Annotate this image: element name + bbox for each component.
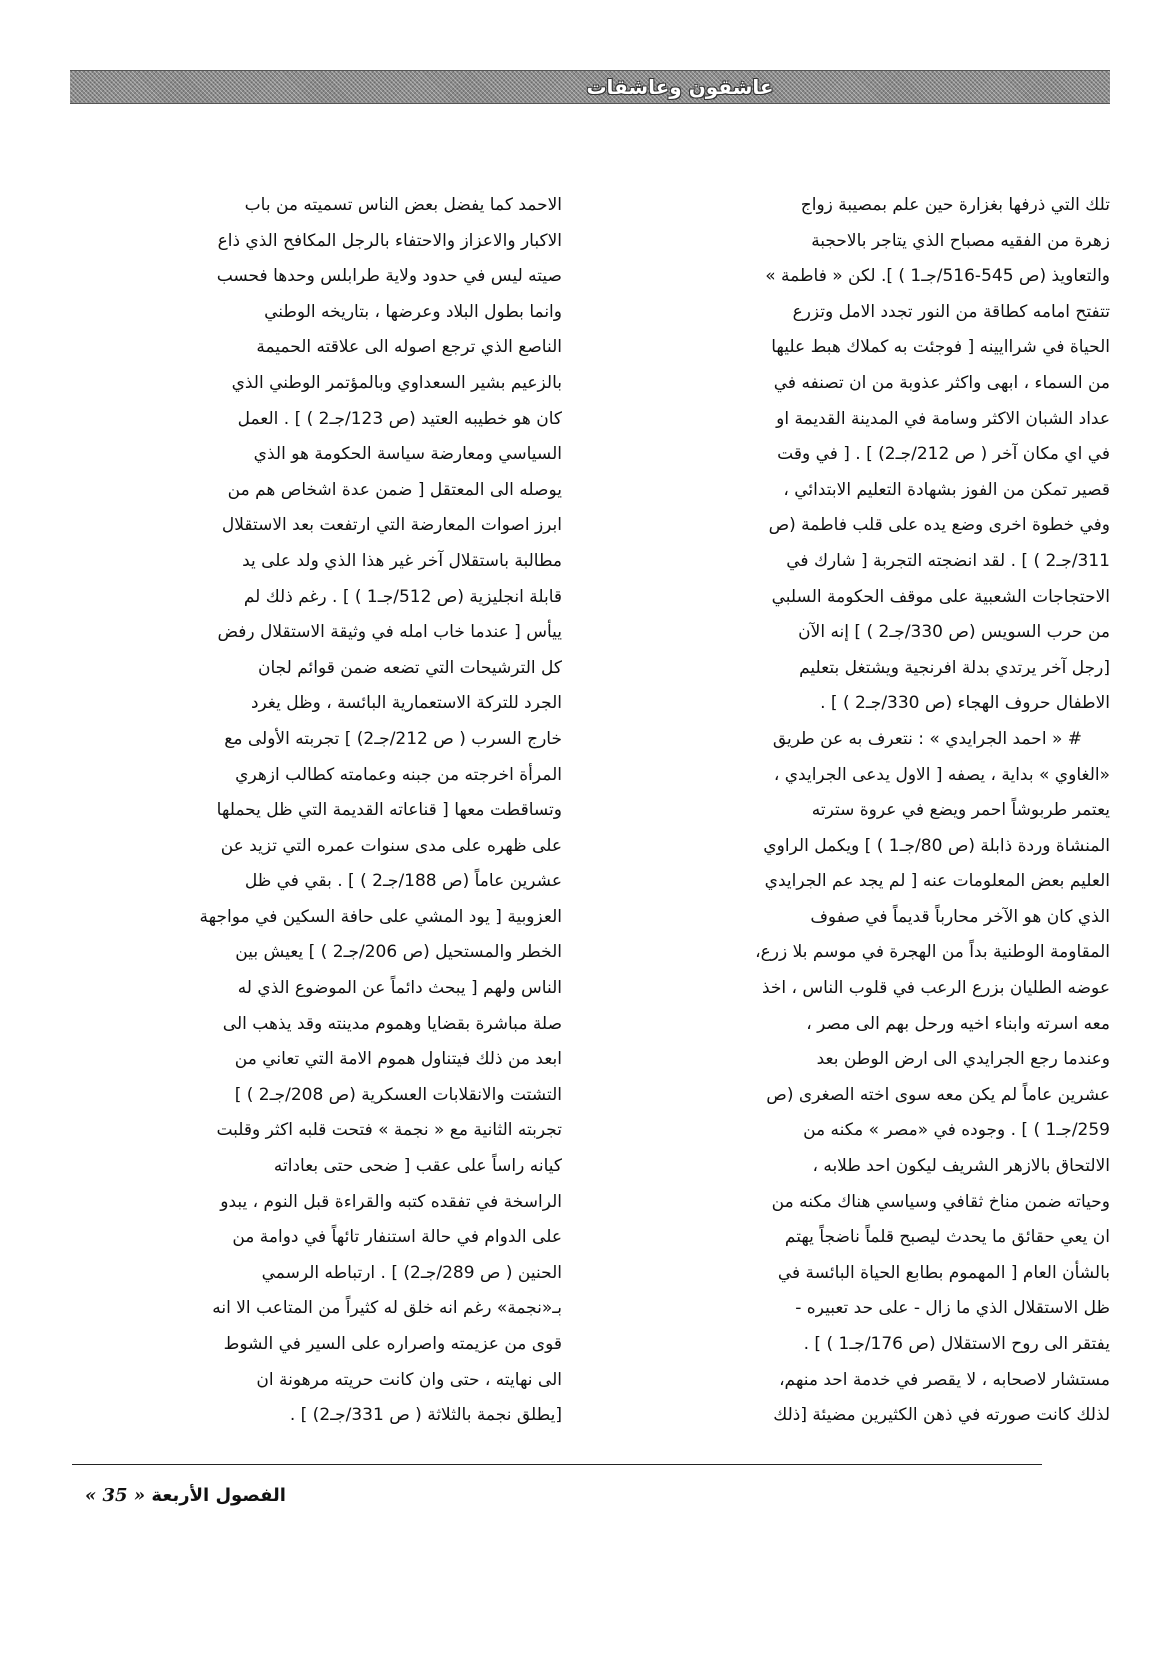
- section-title: عاشقون وعاشقات: [586, 75, 774, 99]
- footer-divider: [72, 1464, 1042, 1465]
- magazine-name: الفصول الأربعة: [151, 1485, 286, 1506]
- text-line: مطالبة باستقلال آخر غير هذا الذي ولد على يد: [242, 550, 562, 571]
- text-line: يفتقر الى روح الاستقلال (ص 176/جـ1 ) ] .: [803, 1334, 1110, 1354]
- text-line: قصير تمكن من الفوز بشهادة التعليم الابتدائي ،: [783, 479, 1110, 500]
- text-line: 311/جـ2 ) ] . لقد انضجته التجربة [ شارك في: [786, 550, 1110, 571]
- text-line: عداد الشبان الاكثر وسامة في المدينة القديمة او: [776, 408, 1110, 429]
- text-line: الى نهايته ، حتى وان كانت حريته مرهونة ان: [256, 1369, 562, 1390]
- text-line: يعتمر طربوشاً احمر ويضع في عروة سترته: [811, 800, 1110, 821]
- text-line: الذي كان هو الآخر محارباً قديماً في صفوف: [810, 906, 1110, 927]
- text-line: تلك التي ذرفها بغزارة حين علم بمصيبة زواج: [800, 195, 1110, 215]
- text-line: وانما بطول البلاد وعرضها ، بتاريخه الوطني: [264, 301, 562, 322]
- text-line: ابرز اصوات المعارضة التي ارتفعت بعد الاستقلال: [221, 515, 562, 536]
- text-line: الحياة في شراايينه [ فوجئت به كملاك هبط عليها: [771, 337, 1110, 358]
- page-footer: [85, 1478, 385, 1514]
- text-line: الناس ولهم [ يبحث دائماً عن الموضوع الذي له: [237, 978, 562, 999]
- article-column-right: [620, 188, 1110, 1434]
- text-line: تتفتح امامه كطاقة من النور تجدد الامل وتزرع: [792, 301, 1110, 322]
- text-line: كل الترشيحات التي تضعه ضمن قوائم لجان: [257, 657, 562, 678]
- text-line: عشرين عاماً لم يكن معه سوى اخته الصغرى (ص: [766, 1084, 1110, 1105]
- text-line: ظل الاستقلال الذي ما زال - على حد تعبيره -: [795, 1298, 1110, 1319]
- text-line: «الغاوي » بداية ، يصفه [ الاول يدعى الجرايدي ،: [773, 764, 1110, 785]
- text-line: زهرة من الفقيه مصباح الذي يتاجر بالاحجبة: [811, 230, 1110, 251]
- text-line: والتعاويذ (ص 545-516/جـ1 ) ]. لكن « فاطمة »: [765, 266, 1110, 287]
- text-line: السياسي ومعارضة سياسة الحكومة هو الذي: [253, 444, 562, 465]
- text-line: على الدوام في حالة استنفار تائهاً في دوامة من: [232, 1227, 562, 1248]
- text-line: كان هو خطيبه العتيد (ص 123/جـ2 ) ] . العمل: [237, 408, 562, 429]
- text-line: صيته ليس في حدود ولاية طرابلس وحدها فحسب: [216, 266, 562, 287]
- text-line: مستشار لاصحابه ، لا يقصر في خدمة احد منهم،: [779, 1369, 1110, 1390]
- text-line: صلة مباشرة بقضايا وهموم مدينته وقد يذهب الى: [222, 1013, 562, 1034]
- text-line: ابعد من ذلك فيتناول هموم الامة التي تعاني من: [234, 1049, 562, 1070]
- text-line: على ظهره على مدى سنوات عمره التي تزيد عن: [220, 835, 562, 856]
- text-line: معه اسرته وابناء اخيه ورحل بهم الى مصر ،: [806, 1013, 1110, 1034]
- text-line: المقاومة الوطنية بداً من الهجرة في موسم بلا زرع،: [755, 942, 1110, 963]
- text-line: خارج السرب ( ص 212/جـ2) ] تجربته الأولى مع: [224, 728, 562, 749]
- text-line: يوصله الى المعتقل [ ضمن عدة اشخاص هم من: [227, 479, 562, 500]
- text-line: من السماء ، ابهى واكثر عذوبة من ان تصنفه في: [773, 372, 1110, 393]
- text-line: الاكبار والاعزاز والاحتفاء بالرجل المكافح الذي ذاع: [217, 230, 562, 251]
- text-line: بـ«نجمة» رغم انه خلق له كثيراً من المتاعب الا انه: [212, 1298, 562, 1319]
- text-line: 259/جـ1 ) ] . وجوده في «مصر » مكنه من: [803, 1120, 1110, 1141]
- text-line: ان يعي حقائق ما يحدث ليصبح قلماً ناضجاً يهتم: [784, 1227, 1110, 1248]
- text-line: قوى من عزيمته واصراره على السير في الشوط: [223, 1334, 562, 1354]
- text-line: وعندما رجع الجرايدي الى ارض الوطن بعد: [816, 1049, 1110, 1070]
- text-line: عشرين عاماً (ص 188/جـ2 ) ] . بقي في ظل: [244, 871, 562, 892]
- text-line: لذلك كانت صورته في ذهن الكثيرين مضيئة [ذلك: [773, 1405, 1110, 1426]
- text-line: الجرد للتركة الاستعمارية البائسة ، وظل يغرد: [250, 693, 562, 714]
- text-line: قابلة انجليزية (ص 512/جـ1 ) ] . رغم ذلك لم: [243, 586, 562, 607]
- text-line: من حرب السويس (ص 330/جـ2 ) ] إنه الآن: [798, 622, 1110, 643]
- text-line: في اي مكان آخر ( ص 212/جـ2) ] . [ في وقت: [777, 444, 1110, 465]
- text-line: المنشاة وردة ذابلة (ص 80/جـ1 ) ] ويكمل الراوي: [763, 835, 1110, 856]
- text-line: وفي خطوة اخرى وضع يده على قلب فاطمة (ص: [768, 515, 1110, 536]
- page-number: « 35 »: [85, 1485, 146, 1506]
- text-line: العليم بعض المعلومات عنه [ لم يجد عم الجرايدي: [764, 871, 1110, 892]
- text-line: الحنين ( ص 289/جـ2) ] . ارتباطه الرسمي: [261, 1262, 562, 1283]
- text-line: الخطر والمستحيل (ص 206/جـ2 ) ] يعيش بين: [235, 942, 562, 963]
- text-line: تجربته الثانية مع « نجمة » فتحت قلبه اكثر وقلبت: [216, 1120, 562, 1141]
- text-line: وحياته ضمن مناخ ثقافي وسياسي هناك مكنه من: [771, 1191, 1110, 1212]
- text-line: الراسخة في تفقده كتبه والقراءة قبل النوم ، يبدو: [220, 1191, 562, 1212]
- text-line: عوضه الطليان بزرع الرعب في قلوب الناس ، اخذ: [761, 978, 1110, 999]
- text-line: [يطلق نجمة بالثلاثة ( ص 331/جـ2) ] .: [289, 1405, 562, 1426]
- text-line: كيانه راساً على عقب [ ضحى حتى بعاداته: [273, 1156, 562, 1177]
- text-line: العزوبية [ يود المشي على حافة السكين في مواجهة: [199, 906, 562, 927]
- text-line: بالشأن العام [ المهموم بطابع الحياة البائسة في: [777, 1262, 1110, 1283]
- article-column-left: [72, 188, 562, 1434]
- text-line: [رجل آخر يرتدي بدلة افرنجية ويشتغل بتعليم: [799, 657, 1110, 678]
- text-line: التشتت والانقلابات العسكرية (ص 208/جـ2 ) ]: [234, 1084, 562, 1105]
- text-line: المرأة اخرجته من جبنه وعمامته كطالب ازهري: [235, 764, 562, 785]
- text-line: الالتحاق بالازهر الشريف ليكون احد طلابه ،: [812, 1156, 1110, 1177]
- text-line: بالزعيم بشير السعداوي وبالمؤتمر الوطني الذي: [231, 372, 562, 393]
- text-line: الاطفال حروف الهجاء (ص 330/جـ2 ) ] .: [820, 693, 1110, 714]
- text-line: ييأس [ عندما خاب امله في وثيقة الاستقلال رفض: [217, 622, 562, 643]
- section-header-band: [70, 70, 1110, 104]
- text-line: # « احمد الجرايدي » : نتعرف به عن طريق: [772, 728, 1082, 749]
- text-line: الاحتجاجات الشعبية على موقف الحكومة السلبي: [771, 586, 1110, 607]
- text-line: الاحمد كما يفضل بعض الناس تسميته من باب: [244, 195, 562, 215]
- text-line: الناصع الذي ترجع اصوله الى علاقته الحميمة: [256, 337, 562, 358]
- text-line: وتساقطت معها [ قناعاته القديمة التي ظل يحملها: [216, 800, 562, 821]
